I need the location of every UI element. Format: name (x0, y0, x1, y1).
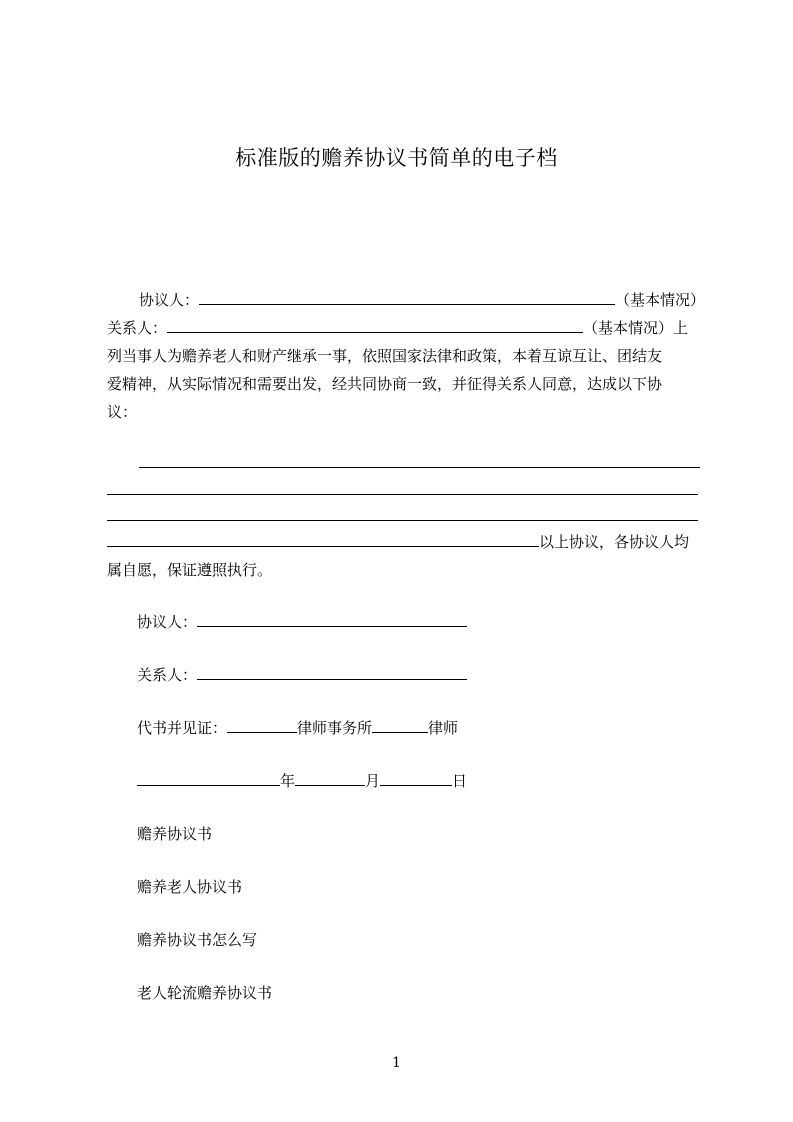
closing-line (107, 531, 689, 553)
party2-line (107, 317, 688, 339)
date-line (137, 770, 467, 792)
agreement-content-blank[interactable] (139, 467, 700, 468)
closing-line-2: 属自愿，保证遵照执行。 (107, 561, 273, 579)
party2-label: 关系人： (107, 319, 168, 337)
date-year-label: 年 (280, 772, 296, 790)
witness-lawyer-blank[interactable] (372, 717, 428, 733)
party1-line (139, 289, 705, 311)
related-link[interactable]: 赡养协议书怎么写 (137, 931, 258, 949)
agreement-content-blank[interactable] (107, 494, 698, 495)
party2-blank[interactable] (167, 317, 583, 333)
intro-line: 议： (107, 403, 138, 421)
party1-label: 协议人： (139, 291, 200, 309)
agreement-content-blank[interactable] (107, 520, 698, 521)
agreement-content-blank[interactable] (107, 531, 539, 547)
closing-tail: 以上协议，各协议人均 (539, 533, 690, 551)
related-link[interactable]: 老人轮流赡养协议书 (137, 984, 273, 1002)
party2-suffix: （基本情况）上 (583, 319, 689, 337)
witness-firm-label: 律师事务所 (297, 719, 373, 737)
date-month-blank[interactable] (295, 770, 365, 786)
witness-prefix: 代书并见证： (137, 719, 228, 737)
party1-suffix: （基本情况） (615, 291, 706, 309)
related-link[interactable]: 赡养老人协议书 (137, 878, 243, 896)
signature-party1-label: 协议人： (137, 613, 198, 631)
intro-line: 爱精神，从实际情况和需要出发，经共同协商一致，并征得关系人同意，达成以下协 (107, 375, 663, 393)
witness-name-blank[interactable] (227, 717, 297, 733)
signature-party2-blank[interactable] (197, 664, 467, 680)
date-day-blank[interactable] (380, 770, 452, 786)
party1-blank[interactable] (199, 289, 615, 305)
signature-party2 (137, 664, 467, 686)
date-month-label: 月 (365, 772, 381, 790)
signature-party1-blank[interactable] (197, 611, 467, 627)
intro-line: 列当事人为赡养老人和财产继承一事，依照国家法律和政策，本着互谅互让、团结友 (107, 347, 663, 365)
signature-party2-label: 关系人： (137, 666, 198, 684)
related-link[interactable]: 赡养协议书 (137, 825, 213, 843)
date-day-label: 日 (452, 772, 468, 790)
page-number: 1 (392, 1055, 401, 1071)
signature-party1 (137, 611, 467, 633)
witness-lawyer-label: 律师 (428, 719, 459, 737)
date-year-blank[interactable] (137, 770, 280, 786)
witness-line (137, 717, 458, 739)
document-title: 标准版的赡养协议书简单的电子档 (235, 146, 558, 170)
